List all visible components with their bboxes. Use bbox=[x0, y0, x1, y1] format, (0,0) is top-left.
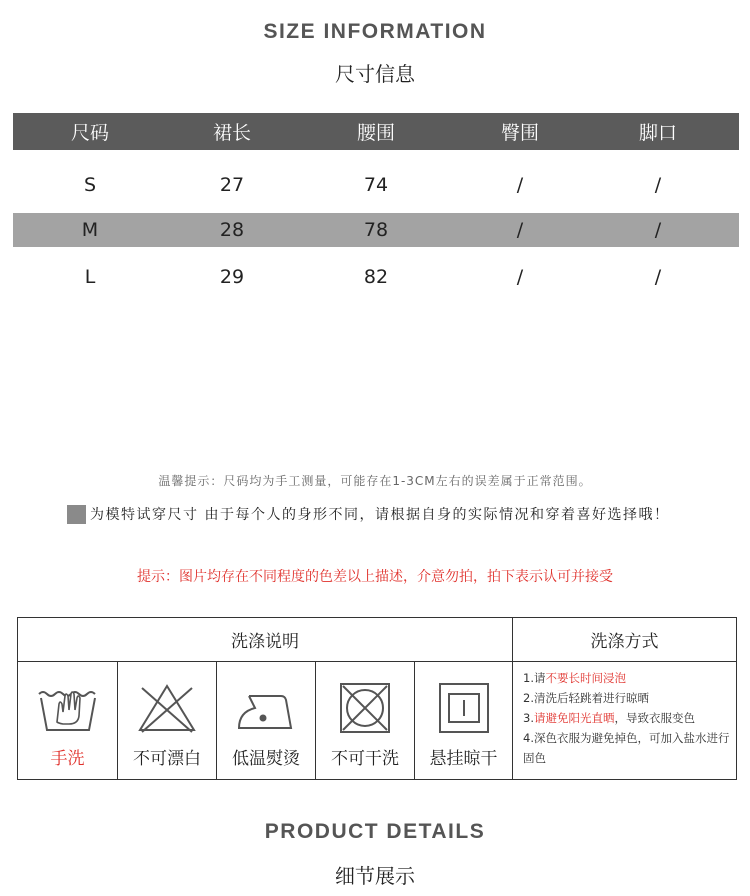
header-size: 尺码 bbox=[70, 122, 109, 144]
cell-size: L bbox=[84, 266, 96, 288]
hand-wash-label: 手洗 bbox=[50, 749, 85, 769]
instruction-1: 1.请不要长时间浸泡 bbox=[523, 671, 626, 685]
table-row bbox=[13, 260, 739, 294]
care-table bbox=[17, 617, 737, 780]
instruction-4: 4.深色衣服为避免掉色，可加入盐水进行固色 bbox=[523, 731, 730, 765]
no-bleach-icon bbox=[134, 682, 200, 734]
cell-waist: 78 bbox=[363, 219, 389, 241]
header-skirt-length: 裙长 bbox=[212, 122, 251, 144]
color-warning: 提示：图片均存在不同程度的色差以上描述，介意勿拍，拍下表示认可并接受 bbox=[137, 569, 613, 585]
hang-dry-icon bbox=[431, 682, 497, 734]
table-row bbox=[13, 168, 739, 202]
size-information-subtitle: 尺寸信息 bbox=[335, 62, 415, 86]
no-dry-clean-icon bbox=[332, 682, 398, 734]
cell-skirt-length: 27 bbox=[219, 174, 245, 196]
no-dry-clean-label: 不可干洗 bbox=[331, 749, 399, 769]
cell-skirt-length: 29 bbox=[219, 266, 245, 288]
measurement-tip: 温馨提示：尺码均为手工测量，可能存在1-3CM左右的误差属于正常范围。 bbox=[158, 474, 592, 488]
care-symbol-hand-wash bbox=[18, 662, 117, 779]
cell-waist: 82 bbox=[363, 266, 389, 288]
care-header-instructions: 洗涤说明 bbox=[231, 632, 299, 652]
cell-skirt-length: 28 bbox=[219, 219, 245, 241]
cell-size: M bbox=[81, 219, 99, 241]
instruction-2: 2.清洗后轻跳着进行晾晒 bbox=[523, 691, 649, 705]
header-waist: 腰围 bbox=[356, 122, 395, 144]
header-hip: 臀围 bbox=[500, 122, 539, 144]
cell-size: S bbox=[83, 174, 97, 196]
size-table-header bbox=[13, 113, 739, 150]
no-bleach-label: 不可漂白 bbox=[133, 749, 201, 769]
hang-dry-label: 悬挂晾干 bbox=[429, 749, 498, 769]
model-swatch bbox=[67, 505, 86, 524]
care-symbol-no-dry-clean bbox=[316, 662, 414, 779]
care-header-method: 洗涤方式 bbox=[590, 632, 659, 652]
cell-hip: / bbox=[516, 174, 524, 196]
model-note-text: 为模特试穿尺寸 由于每个人的身形不同，请根据自身的实际情况和穿着喜好选择哦！ bbox=[90, 507, 670, 523]
instruction-3: 3.请避免阳光直晒，导致衣服变色 bbox=[523, 711, 695, 725]
model-note bbox=[67, 504, 669, 524]
size-information-title: SIZE INFORMATION bbox=[263, 20, 487, 43]
cell-hem: / bbox=[654, 266, 662, 288]
care-symbol-no-bleach bbox=[118, 662, 216, 779]
header-hem: 脚口 bbox=[638, 122, 677, 144]
product-details-subtitle: 细节展示 bbox=[335, 864, 415, 888]
low-iron-icon bbox=[233, 682, 299, 734]
cell-hip: / bbox=[516, 266, 524, 288]
table-row bbox=[13, 213, 739, 247]
hand-wash-icon bbox=[35, 682, 101, 734]
cell-hip: / bbox=[516, 219, 524, 241]
cell-waist: 74 bbox=[363, 174, 389, 196]
cell-hem: / bbox=[654, 219, 662, 241]
care-symbol-low-iron bbox=[217, 662, 315, 779]
low-iron-label: 低温熨烫 bbox=[232, 749, 300, 769]
wash-instructions bbox=[523, 668, 733, 768]
care-symbol-hang-dry bbox=[415, 662, 512, 779]
product-details-title: PRODUCT DETAILS bbox=[264, 820, 486, 843]
cell-hem: / bbox=[654, 174, 662, 196]
